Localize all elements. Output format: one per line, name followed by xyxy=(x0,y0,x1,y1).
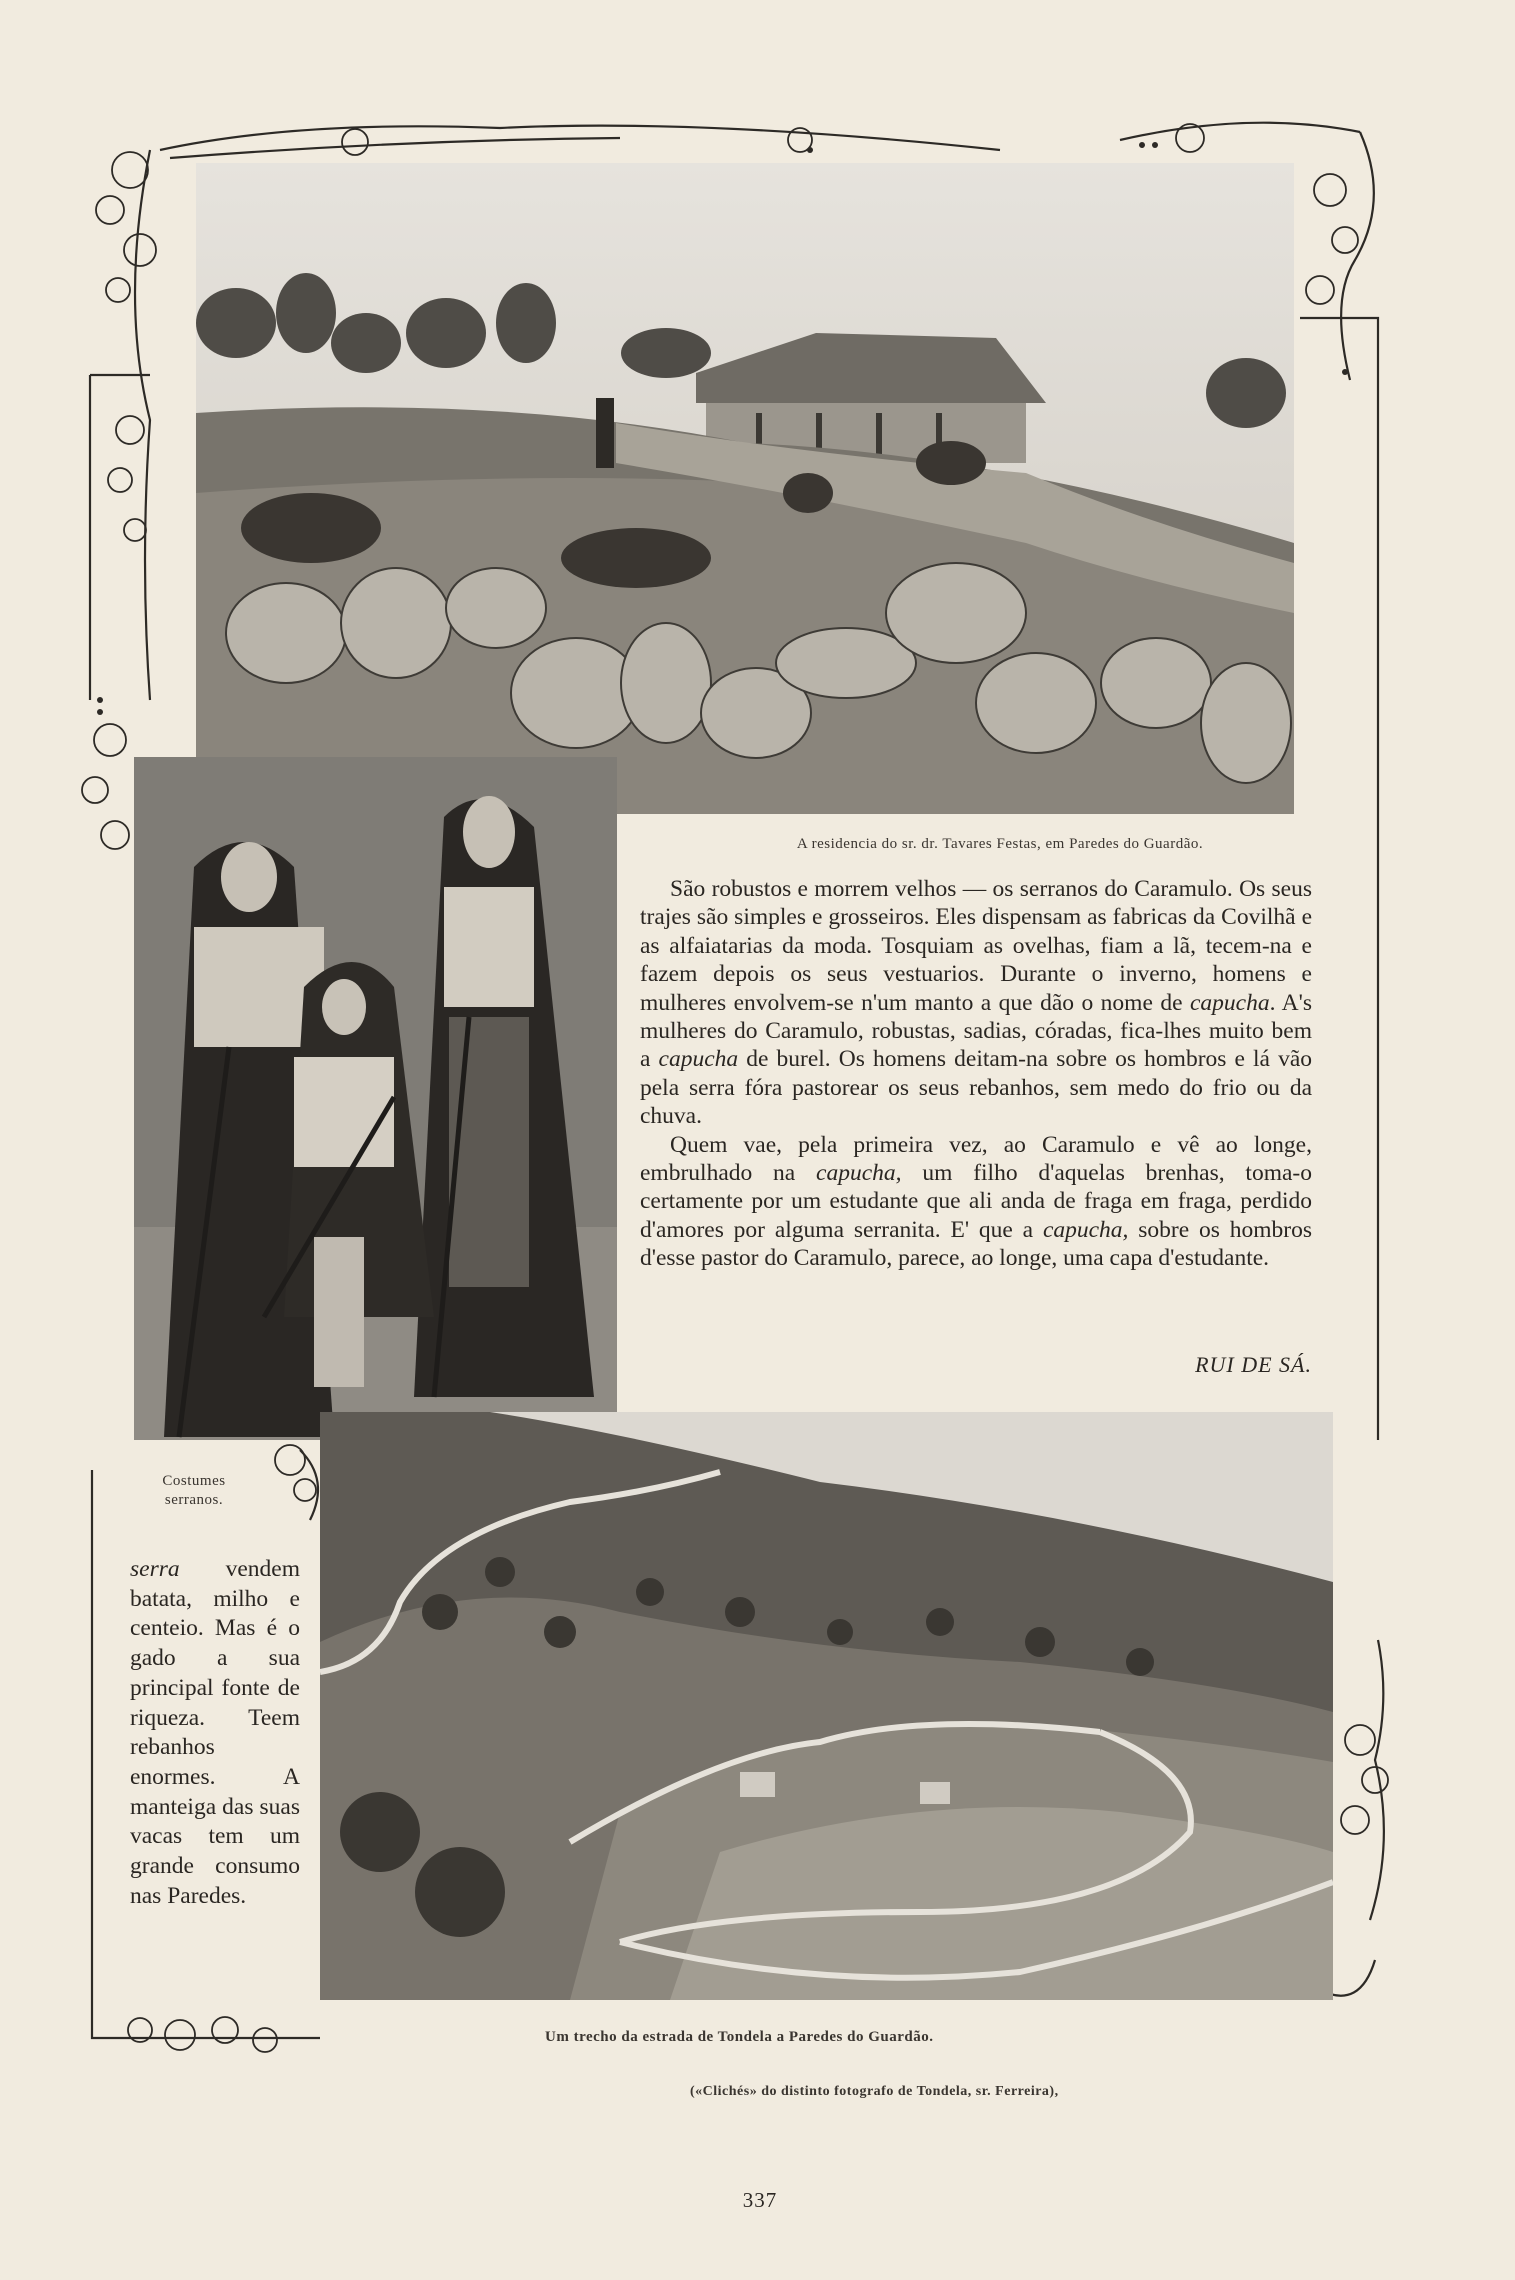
road-caption: Um trecho da estrada de Tondela a Paredes do Guardão. xyxy=(545,2029,934,2045)
page-number: 337 xyxy=(742,2188,778,2212)
article-author: RUI DE SÁ. xyxy=(1195,1352,1312,1377)
residence-caption: A residencia do sr. dr. Tavares Festas, em Paredes do Guardão. xyxy=(796,836,1204,852)
costumes-caption xyxy=(134,1472,254,1510)
article-paragraph-1: São robustos e morrem velhos — os serranos do Caramulo. Os seus trajes são simples e grosseiros. Eles dispensam as fabricas da Covilhã e as alfaiatarias da moda. Tosquiam as ovelhas, fiam a lã, tecem-na e fazem depois os seus vestuarios. Durante o inverno, homens e mulheres envolvem-se n'um manto a que dão o nome de capucha. A's mulheres do Caramulo, robustas, sadias, córadas, fica-lhes muito bem a capucha de burel. Os homens deitam-na sobre os hombros e lá vão pela serra fóra pastorear os seus rebanhos, sem medo do frio ou da chuva. xyxy=(640,876,1312,1130)
article-body xyxy=(640,875,1312,1273)
article-paragraph-2: Quem vae, pela primeira vez, ao Caramulo e vê ao longe, embrulhado na capucha, um filho d'aquelas brenhas, toma-o certamente por um estudante que ali anda de fraga em fraga, perdido d'amores por alguma serranita. E' que a capucha, sobre os hombros d'esse pastor do Caramulo, parece, ao longe, uma capa d'estudante. xyxy=(640,1131,1313,1272)
photo-credit: («Clichés» do distinto fotografo de Tondela, sr. Ferreira), xyxy=(690,2084,1059,2099)
costumes-caption-line1: Costumes xyxy=(162,1473,226,1489)
side-column-paragraph: serra vendem batata, milho e centeio. Mas é o gado a sua principal fonte de riqueza. Teem rebanhos enormes. A manteiga das suas vacas tem um grande consumo nas Paredes. xyxy=(130,1556,300,1909)
residence-photo xyxy=(196,163,1294,814)
costumes-caption-line2: serranos. xyxy=(164,1492,224,1508)
tondela-road-photo xyxy=(320,1412,1333,2000)
mountain-costumes-photo xyxy=(134,757,617,1440)
side-column-text xyxy=(130,1555,300,1911)
